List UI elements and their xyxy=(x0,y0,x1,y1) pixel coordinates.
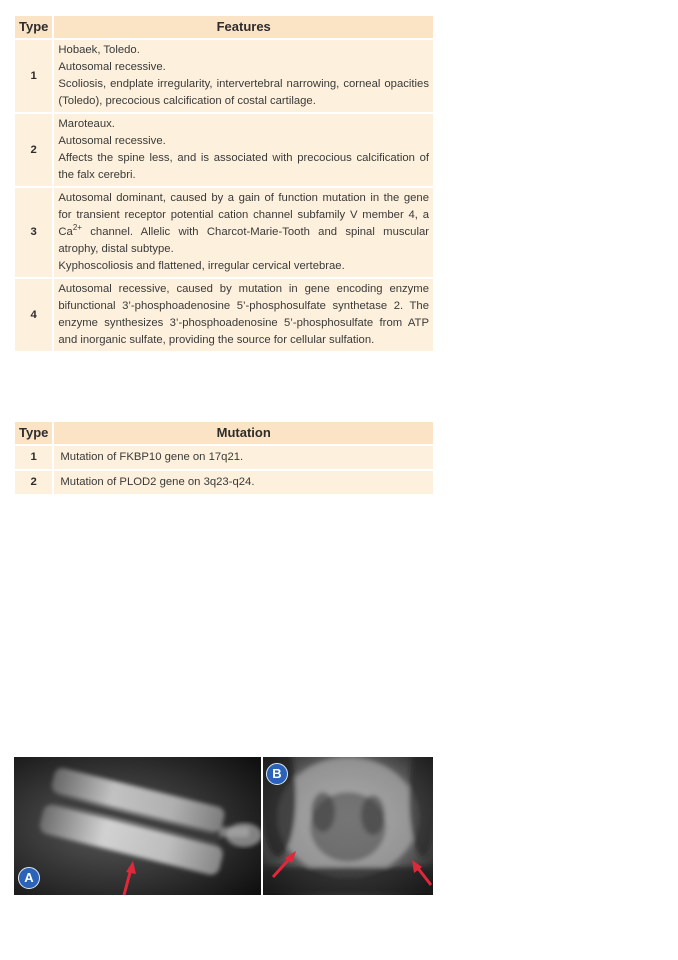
vertebra-ap-xray xyxy=(263,757,433,895)
feature-line: Autosomal recessive, caused by mutation in gene encoding enzyme bifunctional 3’-phosphoadenosine 5’-phosphosulfate synthetase 2. The enzyme synthesizes 3’-phosphoadenosine 5’-phosphosulfate from ATP and inorganic sulfate, providing the source for cellular sulfation. xyxy=(58,283,429,346)
mutation-cell: Mutation of PLOD2 gene on 3q23-q24. xyxy=(52,471,433,494)
mutation-cell: Mutation of FKBP10 gene on 17q21. xyxy=(52,446,433,469)
panel-a-label: A xyxy=(18,867,40,889)
features-cell xyxy=(52,114,433,186)
feature-line: Autosomal recessive. xyxy=(58,135,166,147)
type-cell: 3 xyxy=(15,188,52,277)
table-row xyxy=(15,279,433,351)
type-column-header: Type xyxy=(15,16,52,38)
table-row xyxy=(15,40,433,112)
type-cell: 2 xyxy=(15,471,52,494)
type-cell: 4 xyxy=(15,279,52,351)
feature-text: channel. Allelic with Charcot-Marie-Tooth and spinal muscular atrophy, distal subtype. xyxy=(58,226,429,255)
table-row xyxy=(15,188,433,277)
table-row xyxy=(15,446,433,469)
feature-line: Maroteaux. xyxy=(58,118,115,130)
features-table-header xyxy=(15,16,433,38)
vertebra-lateral-xray xyxy=(14,757,261,895)
type-column-header: Type xyxy=(15,422,52,444)
panel-b-label: B xyxy=(266,763,288,785)
features-cell xyxy=(52,40,433,112)
feature-line: Hobaek, Toledo. xyxy=(58,44,140,56)
radiograph-figure xyxy=(14,757,433,895)
features-cell xyxy=(52,279,433,351)
type-cell: 2 xyxy=(15,114,52,186)
feature-line: Autosomal recessive. xyxy=(58,61,166,73)
superscript-charge: 2+ xyxy=(72,223,82,233)
feature-line xyxy=(58,190,429,258)
type-cell: 1 xyxy=(15,446,52,469)
radiograph-panel-b xyxy=(263,757,433,895)
features-column-header: Features xyxy=(52,16,433,38)
table-row xyxy=(15,471,433,494)
table-row xyxy=(15,114,433,186)
feature-text: Autosomal dominant, caused by a gain of function mutation in the gene for transient receptor potential cation channel subfamily V member 4, a Ca xyxy=(58,192,429,238)
feature-line: Scoliosis, endplate irregularity, intervertebral narrowing, corneal opacities (Toledo), precocious calcification of costal cartilage. xyxy=(58,78,429,107)
features-table xyxy=(15,14,433,353)
feature-line: Affects the spine less, and is associated with precocious calcification of the falx cerebri. xyxy=(58,152,429,181)
feature-line: Kyphoscoliosis and flattened, irregular cervical vertebrae. xyxy=(58,260,345,272)
radiograph-panel-a xyxy=(14,757,261,895)
mutation-table-header xyxy=(15,422,433,444)
features-cell xyxy=(52,188,433,277)
mutation-table xyxy=(15,420,433,496)
mutation-column-header: Mutation xyxy=(52,422,433,444)
type-cell: 1 xyxy=(15,40,52,112)
